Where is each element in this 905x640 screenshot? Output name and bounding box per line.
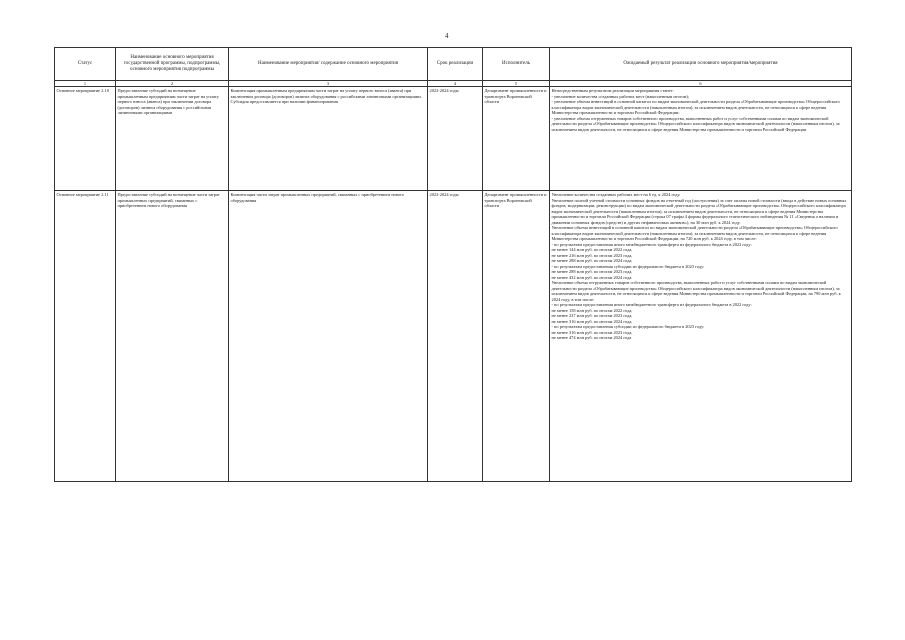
cell-content: Компенсация части затрат промышленных предприятий, связанных с приобретением нового оборудования (229, 191, 428, 482)
col-number: 5 (483, 81, 550, 87)
result-line: не менее 216 млн руб. по итогам 2023 года, (551, 252, 633, 258)
result-line: не менее 158 млн руб. по итогам 2022 года, (551, 307, 633, 313)
header-status: Статус (55, 48, 116, 81)
result-line: - увеличение объема инвестиций в основной капитал по видам экономической деятельности раздела «Обрабатывающие производства» Общероссийского классификатора видов экономической деятельности (накопленным итогом), за исключением видов деятельности, не относящихся к сфере ведения Министерства промышленности и торговли Российской Федерации; (551, 99, 840, 115)
result-line: не менее 316 млн руб. по итогам 2024 года, (551, 318, 633, 324)
header-row (55, 48, 852, 81)
result-line: не менее 288 млн руб. по итогам 2024 года, (551, 258, 633, 263)
result-line: - по результатам предоставления иного межбюджетного трансферта из федерального бюджета в 2022 году: (551, 302, 752, 307)
result-line: - увеличение количества созданных рабочих мест (накопленным итогом); (551, 93, 690, 99)
cell-period: 2022-2024 годы (428, 191, 483, 482)
page-number: 4 (445, 32, 449, 40)
cell-executor: Департамент промышленности и транспорта Воронежской области (483, 191, 550, 482)
result-line: - по результатам предоставления иного межбюджетного трансферта из федерального бюджета в 2022 году: (551, 241, 752, 247)
result-line: не менее 474 млн руб. по итогам 2024 года (551, 335, 632, 340)
result-line: не менее 144 млн руб. по итогам 2022 года, (551, 247, 633, 252)
result-line: не менее 316 млн руб. по итогам 2023 года, (551, 329, 633, 335)
cell-result (550, 191, 852, 482)
col-number: 4 (428, 81, 483, 87)
cell-name: Предоставление субсидий на возмещение промышленным предприятиям части затрат на уплату первого взноса (аванса) при заключении договора (договоров) лизинга оборудования с российскими лизинговыми организациями (116, 87, 229, 191)
result-line: не менее 237 млн руб. по итогам 2023 года, (551, 313, 633, 318)
cell-status: Основное мероприятие 2.10 (55, 87, 116, 191)
col-number: 2 (116, 81, 229, 87)
col-number: 6 (550, 81, 852, 87)
col-number: 1 (55, 81, 116, 87)
result-line: Увеличение полной учетной стоимости основных фондов на отчетный год (поступления) за счет оплаты новой стоимости (ввода в действие новых основных фондов, модернизации, реконструкции) по видам экономической деятельности раздела «Обрабатывающие производства» Общероссийского классификатора видов экономической деятельности (накопленным итогом), за исключением видов деятельности, не относящихся к сфере ведения Министерства промышленности и торговли Российской Федерации (строка 07 графы 4 формы федерального статистического наблюдения № 11 «Сведения о наличии и движении основных фондов (средств) и других нефинансовых активов»), на 30 млн руб. к 2024 году. (551, 197, 847, 225)
table-row (55, 191, 852, 482)
header-name: Наименование основного мероприятия государственной программы, подпрограммы, основного мероприятия подпрограммы (116, 48, 229, 81)
cell-period: 2022-2024 годы (428, 87, 483, 191)
cell-executor: Департамент промышленности и транспорта Воронежской области (483, 87, 550, 191)
header-content: Наименование мероприятия/ содержание основного мероприятия (229, 48, 428, 81)
cell-name: Предоставление субсидий на возмещение части затрат промышленных предприятий, связанных с приобретением нового оборудования (116, 191, 229, 482)
program-table (54, 47, 852, 482)
cell-result (550, 87, 852, 191)
result-line: - увеличение объема отгруженных товаров собственного производства, выполненных работ и услуг собственными силами по видам экономической деятельности раздела «Обрабатывающие производства» Общероссийского классификатора видов экономической деятельности (накопленным итогом), за исключением видов деятельности, не относящихся к сфере ведения Министерства промышленности и торговли Российской Федерации (551, 115, 840, 132)
cell-content: Компенсация промышленным предприятиям части затрат на уплату первого взноса (аванса) при заключении договора (договоров) лизинга оборудования с российскими лизинговыми организациями. Субсидия предоставляется при наличии финансирования (229, 87, 428, 191)
header-period: Срок реализации (428, 48, 483, 81)
result-line: не менее 288 млн руб. по итогам 2023 года, (551, 269, 633, 274)
result-line: - по результатам предоставления субсидии из федерального бюджета в 2023 году: (551, 263, 705, 269)
table-row (55, 87, 852, 191)
result-line: Непосредственным результатом реализации мероприятия станет: (551, 88, 674, 93)
col-number: 3 (229, 81, 428, 87)
cell-status: Основное мероприятие 2.11 (55, 191, 116, 482)
result-line: Увеличение объема инвестиций в основной капитал по видам экономической деятельности раздела «Обрабатывающие производства» Общероссийского классификатора видов экономической деятельности (накопленным итогом), за исключением видов деятельности, не относящихся к сфере ведения Министерства промышленности и торговли Российской Федерации, на 720 млн руб. к 2024 году, в том числе: (551, 225, 838, 241)
result-line: не менее 432 млн руб. по итогам 2024 года. (551, 274, 633, 280)
result-line: Увеличение объема отгруженных товаров собственного производства, выполненных работ и услуг собственными силами по видам экономической деятельности раздела «Обрабатывающие производства» Общероссийского классификатора видов экономической деятельности (накопленным итогом), за исключением видов деятельности, не относящихся к сфере ведения Министерства промышленности и торговли Российской Федерации, на 790 млн руб. к 2024 году, в том числе: (551, 280, 841, 302)
result-line: Увеличение количества созданных рабочих мест на 6 ед. к 2024 году. (551, 192, 681, 197)
header-executor: Исполнитель (483, 48, 550, 81)
header-result: Ожидаемый результат реализации основного мероприятия/мероприятия (550, 48, 852, 81)
result-line: - по результатам предоставления субсидии из федерального бюджета в 2023 году: (551, 324, 705, 329)
